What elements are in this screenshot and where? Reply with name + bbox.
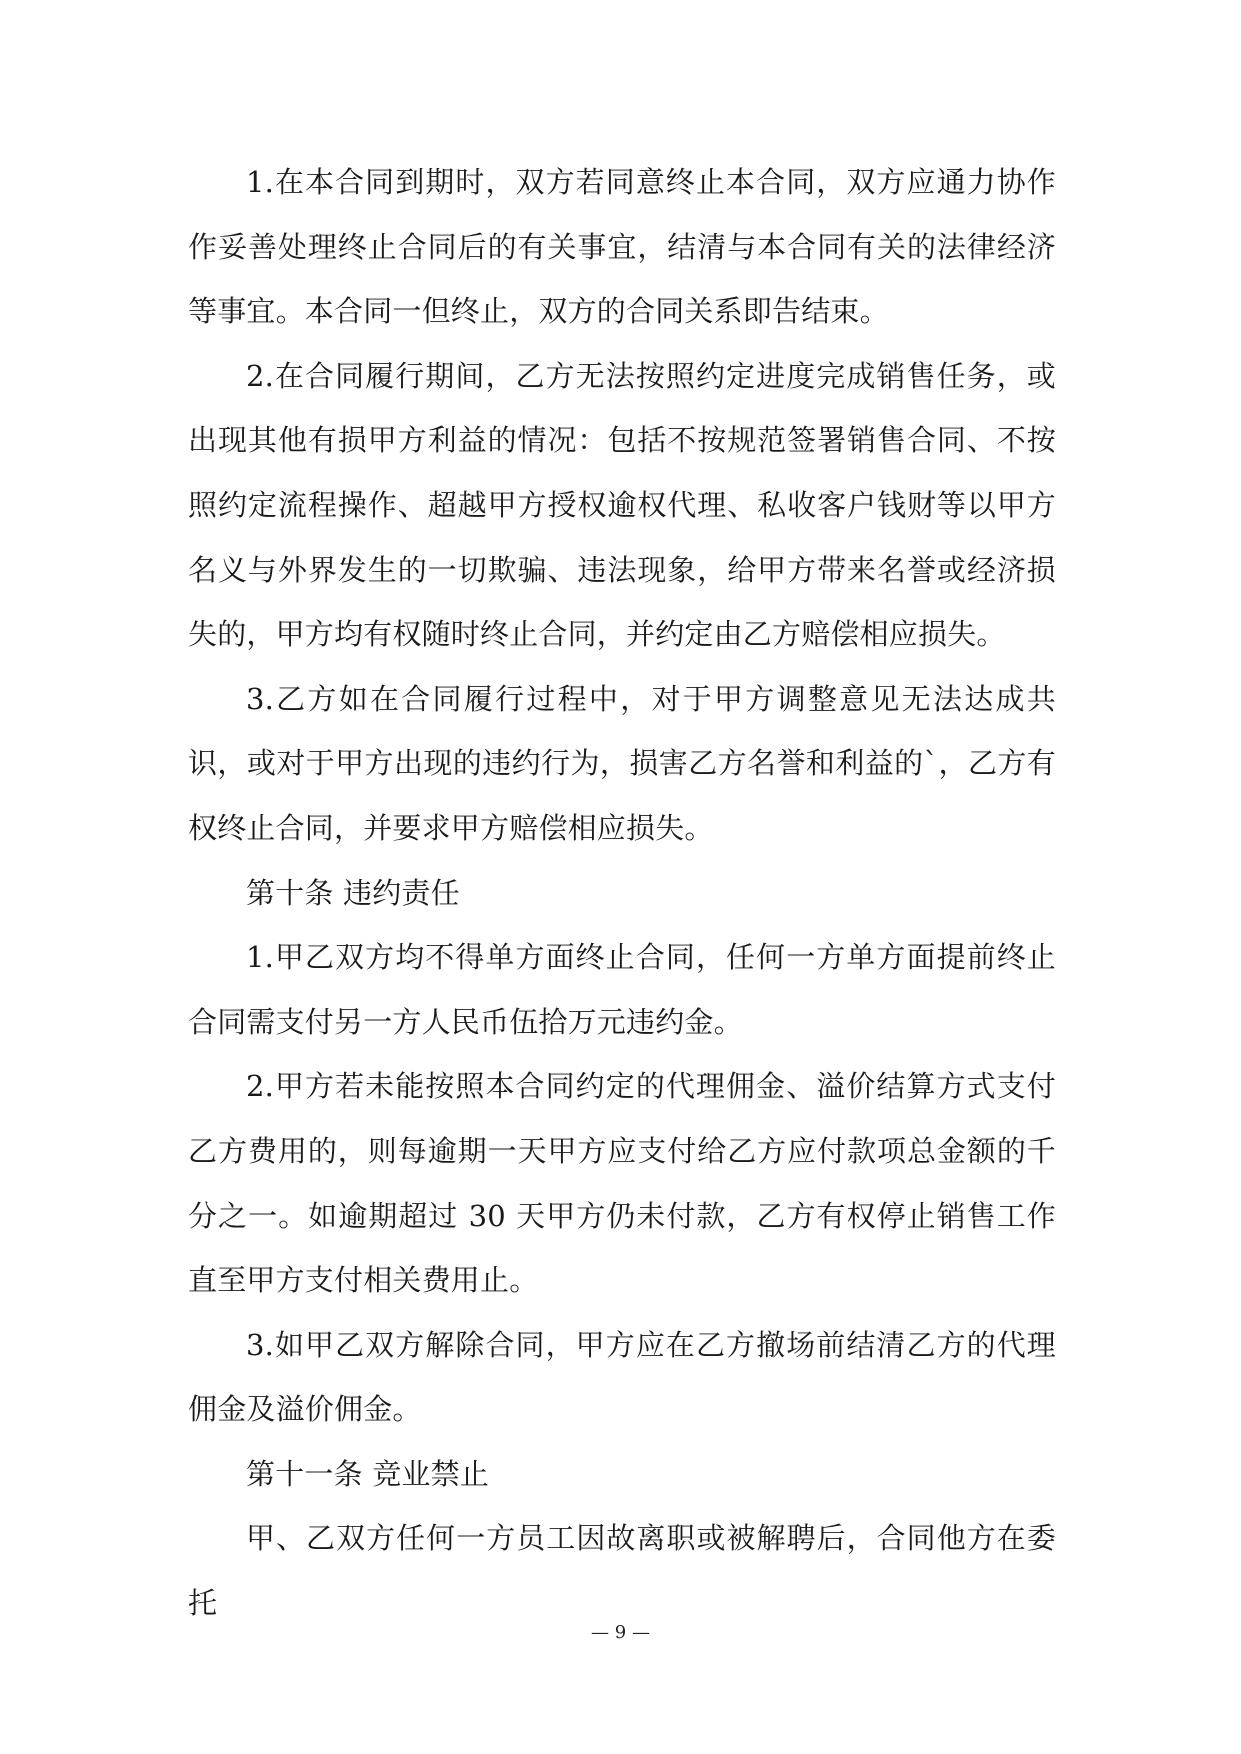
paragraph-termination-3: 3.乙方如在合同履行过程中，对于甲方调整意见无法达成共识，或对于甲方出现的违约行为，损害乙方名誉和利益的`，乙方有权终止合同，并要求甲方赔偿相应损失。: [188, 681, 1056, 845]
paragraph-termination-1: 1.在本合同到期时，双方若同意终止本合同，双方应通力协作作妥善处理终止合同后的有关事宜，结清与本合同有关的法律经济等事宜。本合同一但终止，双方的合同关系即告结束。: [188, 165, 1056, 329]
paragraph-breach-2: 2.甲方若未能按照本合同约定的代理佣金、溢价结算方式支付乙方费用的，则每逾期一天甲方应支付给乙方应付款项总金额的千分之一。如逾期超过 30 天甲方仍未付款，乙方有权停止销售工作直至甲方支付相关费用止。: [188, 1069, 1056, 1298]
section-heading-article-10: 第十条 违约责任: [246, 875, 460, 910]
paragraph-breach-3: 3.如甲乙双方解除合同，甲方应在乙方撤场前结清乙方的代理佣金及溢价佣金。: [188, 1327, 1056, 1427]
paragraph-breach-1: 1.甲乙双方均不得单方面终止合同，任何一方单方面提前终止合同需支付另一方人民币伍拾万元违约金。: [188, 940, 1056, 1039]
paragraph-non-compete: 甲、乙双方任何一方员工因故离职或被解聘后，合同他方在委托: [188, 1521, 1056, 1621]
paragraph-termination-2: 2.在合同履行期间，乙方无法按照约定进度完成销售任务，或出现其他有损甲方利益的情况：包括不按规范签署销售合同、不按照约定流程操作、超越甲方授权逾权代理、私收客户钱财等以甲方名义与外界发生的一切欺骗、违法现象，给甲方带来名誉或经济损失的，甲方均有权随时终止合同，并约定由乙方赔偿相应损失。: [188, 358, 1056, 652]
document-body: [188, 150, 1056, 1636]
page-number: — 9 —: [591, 1622, 650, 1643]
section-heading-article-11: 第十一条 竞业禁止: [246, 1456, 490, 1491]
